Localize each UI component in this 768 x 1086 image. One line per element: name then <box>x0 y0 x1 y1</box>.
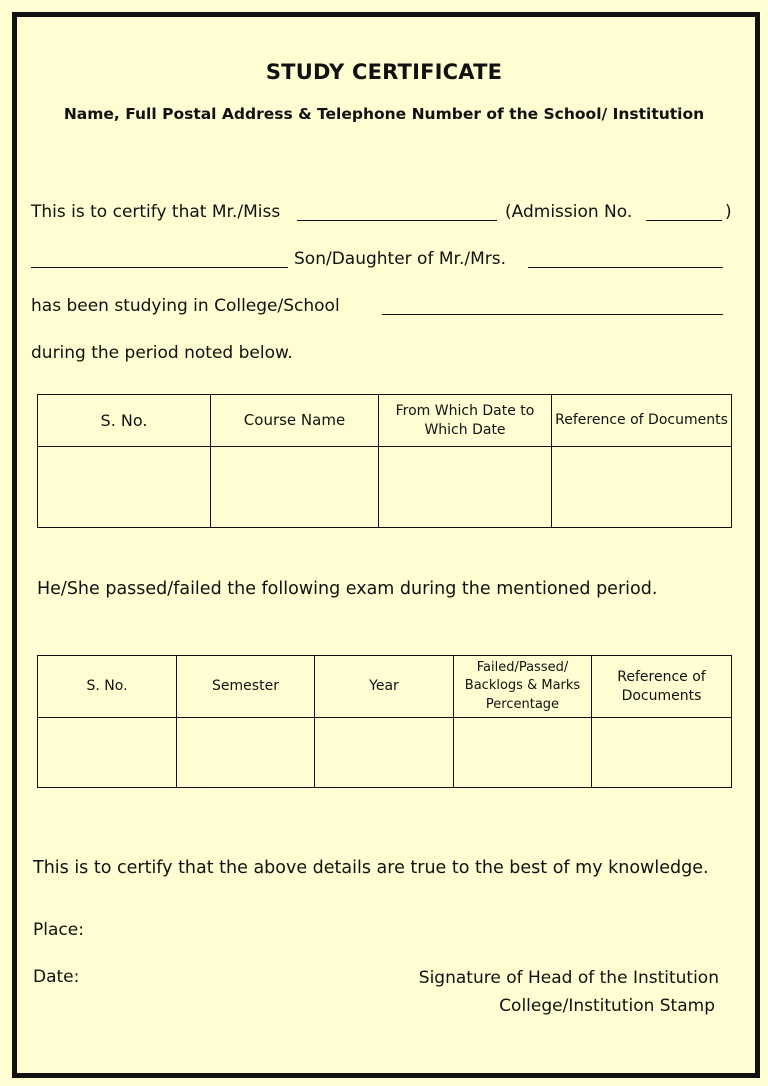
parent-name-blank[interactable] <box>528 267 723 268</box>
year-header: Year <box>315 656 454 718</box>
sno-cell[interactable] <box>38 447 211 528</box>
sno-header: S. No. <box>38 395 211 447</box>
table-header-row <box>38 656 732 718</box>
studying-at-label: has been studying in College/School <box>31 296 340 316</box>
table-row <box>38 718 732 788</box>
place-label: Place: <box>33 920 84 940</box>
certificate-border <box>12 12 760 1078</box>
admission-close-paren: ) <box>725 202 732 222</box>
table-row <box>38 447 732 528</box>
college-school-blank[interactable] <box>382 314 723 315</box>
semester-header: Semester <box>177 656 315 718</box>
student-name-blank[interactable] <box>297 220 497 221</box>
stamp-label: College/Institution Stamp <box>499 996 715 1016</box>
date-range-header: From Which Date to Which Date <box>379 395 552 447</box>
date-range-cell[interactable] <box>379 447 552 528</box>
table-header-row <box>38 395 732 447</box>
certify-intro-text: This is to certify that Mr./Miss <box>31 202 281 222</box>
semester-cell[interactable] <box>177 718 315 788</box>
certify-statement: This is to certify that the above details are true to the best of my knowledge. <box>33 858 709 878</box>
exam-results-table <box>37 655 732 788</box>
course-period-table <box>37 394 732 528</box>
course-name-cell[interactable] <box>211 447 379 528</box>
exam-statement: He/She passed/failed the following exam during the mentioned period. <box>37 579 658 599</box>
reference-documents-header: Reference of Documents <box>552 395 732 447</box>
result-header: Failed/Passed/ Backlogs & Marks Percentage <box>454 656 592 718</box>
date-label: Date: <box>33 967 80 987</box>
admission-no-label: (Admission No. <box>505 202 633 222</box>
course-name-header: Course Name <box>211 395 379 447</box>
signature-label: Signature of Head of the Institution <box>418 968 719 988</box>
sno-cell[interactable] <box>38 718 177 788</box>
parent-label: Son/Daughter of Mr./Mrs. <box>294 249 506 269</box>
result-cell[interactable] <box>454 718 592 788</box>
period-note-text: during the period noted below. <box>31 343 293 363</box>
student-name-continued-blank[interactable] <box>31 267 288 268</box>
reference-documents-cell[interactable] <box>592 718 732 788</box>
reference-documents-cell[interactable] <box>552 447 732 528</box>
document-title: STUDY CERTIFICATE <box>265 60 503 84</box>
admission-no-blank[interactable] <box>646 220 722 221</box>
year-cell[interactable] <box>315 718 454 788</box>
sno-header: S. No. <box>38 656 177 718</box>
document-subtitle: Name, Full Postal Address & Telephone Number of the School/ Institution <box>63 105 705 123</box>
reference-documents-header: Reference of Documents <box>592 656 732 718</box>
